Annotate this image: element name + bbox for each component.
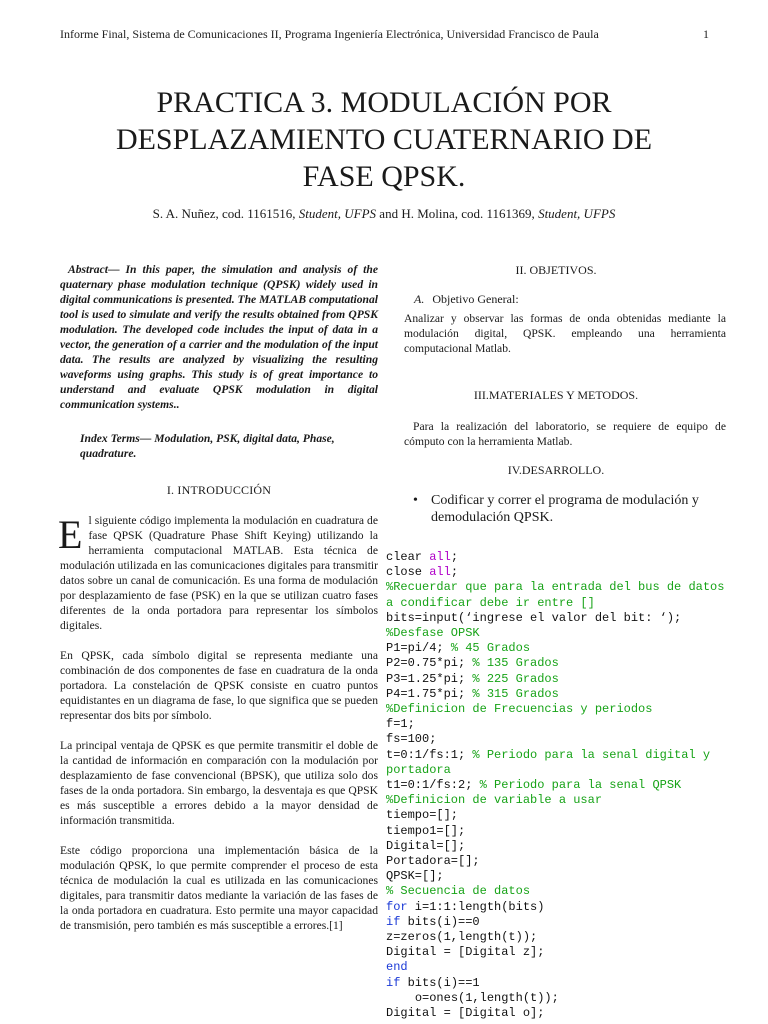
code-line [386, 915, 734, 930]
code-line [386, 626, 734, 641]
code-text: QPSK=[]; [386, 869, 444, 884]
code-text: tiempo1=[]; [386, 823, 466, 838]
bullet-item [386, 492, 726, 526]
running-header: Informe Final, Sistema de Comunicaciones II, Programa Ingeniería Electrónica, Universidad Francisco de Paula [60, 27, 599, 41]
code-line [386, 672, 734, 687]
objetivos-paragraph: Analizar y observar las formas de onda obtenidas mediante la modulación digital, QPSK. empleando una herramienta computacional Matlab. [404, 312, 726, 355]
intro-paragraph-1 [60, 513, 378, 633]
bullet-text: Codificar y correr el programa de modulación y demodulación QPSK. [431, 493, 699, 525]
code-keyword: if [386, 975, 401, 990]
code-text: ; [450, 565, 459, 580]
code-text: t=0:1/fs:1; [386, 747, 473, 762]
code-line [386, 702, 734, 717]
code-comment: %Desfase OPSK [386, 626, 480, 641]
code-line [386, 748, 734, 778]
title-line: FASE QPSK. [302, 160, 466, 193]
section-heading-materiales: III.MATERIALES Y METODOS. [473, 388, 639, 402]
code-text: bits(i)==0 [400, 914, 480, 929]
code-line [386, 930, 734, 945]
code-line [386, 869, 734, 884]
code-comment: % 135 Grados [472, 656, 559, 671]
code-line [386, 687, 734, 702]
code-line [386, 550, 734, 565]
code-string: all [429, 550, 451, 564]
code-line [386, 565, 734, 580]
code-line [386, 808, 734, 823]
code-text: t1=0:1/fs:2; [386, 778, 480, 793]
page-number: 1 [703, 27, 709, 41]
code-text: Digital = [Digital o]; [386, 1006, 545, 1021]
code-comment: % 225 Grados [472, 671, 559, 686]
author-2: H. Molina, cod. 1161369, [401, 206, 535, 221]
code-comment: % Periodo para la senal digital y portadora [386, 747, 718, 777]
author-1: S. A. Nuñez, cod. 1161516, [152, 206, 296, 221]
code-comment: %Definicion de variable a usar [386, 793, 603, 808]
code-text: o=ones(1,length(t)); [386, 990, 559, 1005]
code-comment: % 45 Grados [450, 641, 531, 656]
authors-and: and [379, 206, 399, 221]
code-text: close [386, 565, 430, 580]
code-keyword: end [386, 960, 408, 975]
code-text: P3=1.25*pi; [386, 671, 473, 686]
section-heading-intro: I. INTRODUCCIÓN [166, 483, 272, 497]
code-line [386, 778, 734, 793]
code-line [386, 580, 734, 610]
code-line [386, 717, 734, 732]
code-text: P4=1.75*pi; [386, 686, 473, 701]
code-line [386, 824, 734, 839]
code-text: f=1; [386, 717, 415, 732]
code-text: ; [450, 550, 459, 564]
subsection-title: Objetivo General: [432, 292, 519, 306]
code-line [386, 976, 734, 991]
code-text: P1=pi/4; [386, 641, 451, 656]
author-2-role: Student, UFPS [538, 206, 616, 221]
code-keyword: if [386, 914, 401, 929]
code-text: P2=0.75*pi; [386, 656, 473, 671]
paper-title [60, 84, 708, 195]
code-text: bits(i)==1 [400, 975, 480, 990]
intro-paragraph-1-text: l siguiente código implementa la modulación en cuadratura de fase QPSK (Quadrature Phase Shift Keying) utilizando la herramienta computacional MATLAB. Esta técnica de modulación utilizada en las comunicaciones digitales para transmitir datos sobre un canal de comunicación. Es una forma de modulación por desplazamiento de fase (PSK) en la que se utilizan cuatro fases diferentes de la onda portadora para representar los símbolos digitales. [60, 514, 378, 632]
code-text: Digital=[]; [386, 838, 466, 853]
code-text: i=1:1:length(bits) [407, 899, 545, 914]
index-terms: Index Terms— Modulation, PSK, digital data, Phase, quadrature. [80, 432, 335, 460]
code-string: all [429, 565, 451, 580]
code-line [386, 656, 734, 671]
code-line [386, 884, 734, 899]
code-comment: % Secuencia de datos [386, 884, 531, 899]
matlab-code-block [386, 550, 734, 1021]
code-text: z=zeros(1,length(t)); [386, 930, 538, 945]
intro-paragraph-2: En QPSK, cada símbolo digital se representa mediante una combinación de dos componentes de fase en cuadratura de la onda portadora. La constelación de QPSK consiste en cuatro puntos equidistantes en un diagrama de fase, lo que significa que se pueden representar dos bits por símbolo. [60, 649, 378, 722]
code-line [386, 991, 734, 1006]
subsection-heading [386, 292, 726, 307]
code-line [386, 839, 734, 854]
code-comment: %Recuerdar que para la entrada del bus de datos a condificar debe ir entre [] [386, 580, 732, 610]
title-line: DESPLAZAMIENTO CUATERNARIO DE [115, 123, 653, 156]
code-line [386, 900, 734, 915]
code-line [386, 793, 734, 808]
code-line [386, 945, 734, 960]
code-text: clear [386, 550, 430, 564]
code-line [386, 1006, 734, 1021]
code-comment: %Definicion de Frecuencias y periodos [386, 702, 653, 717]
drop-cap: E [58, 512, 83, 557]
author-1-role: Student, UFPS [298, 206, 377, 221]
bullet-icon: • [413, 493, 418, 508]
section-heading-desarrollo: IV.DESARROLLO. [507, 463, 605, 477]
code-text: bits=input(‘ingrese el valor del bit: ‘); [386, 610, 682, 625]
code-text: fs=100; [386, 732, 437, 747]
code-line [386, 732, 734, 747]
code-text: Digital = [Digital z]; [386, 945, 545, 960]
right-column [386, 262, 732, 1021]
materiales-paragraph: Para la realización del laboratorio, se requiere de equipo de cómputo con la herramienta Matlab. [404, 420, 726, 448]
code-comment: % 315 Grados [472, 686, 559, 701]
section-heading-objetivos: II. OBJETIVOS. [515, 263, 597, 277]
abstract: Abstract— In this paper, the simulation and analysis of the quaternary phase modulation technique (QPSK) widely used in digital communications is presented. The MATLAB computational tool is used to simulate and verify the results obtained from QPSK modulation. The developed code includes the input of data in a vector, the generation of a carrier and the modulation of the input data. The results are analyzed by visualizing the resulting waveforms using graphs. This study is of great importance to understand and evaluate QPSK modulation in digital communication systems.. [60, 263, 378, 411]
code-line [386, 611, 734, 626]
authors [60, 206, 708, 222]
code-line [386, 960, 734, 975]
code-line [386, 854, 734, 869]
code-keyword: for [386, 899, 408, 914]
code-text: Portadora=[]; [386, 854, 480, 869]
intro-paragraph-3: La principal ventaja de QPSK es que permite transmitir el doble de la cantidad de información en comparación con la modulación por desplazamiento de fase convencional (BPSK), que utiliza solo dos fases de la onda portadora. Sin embargo, la desventaja es que QPSK es más susceptible a errores debido a la mayor densidad de información transmitida. [60, 739, 378, 827]
subsection-letter: A. [414, 292, 425, 306]
intro-paragraph-4: Este código proporciona una implementación básica de la modulación QPSK, lo que permite comprender el proceso de esta técnica de modulación la cual es utilizada en las comunicaciones digitales, para transmitir datos mediante la variación de las fases de la onda portadora en cuadratura. Esto permite una mayor capacidad de transmisión, pero también es más susceptible a errores.[1] [60, 844, 378, 932]
code-line [386, 641, 734, 656]
title-line: PRACTICA 3. MODULACIÓN POR [156, 86, 612, 119]
code-text: tiempo=[]; [386, 808, 459, 823]
code-comment: % Periodo para la senal QPSK [479, 778, 682, 793]
left-column [60, 262, 378, 933]
